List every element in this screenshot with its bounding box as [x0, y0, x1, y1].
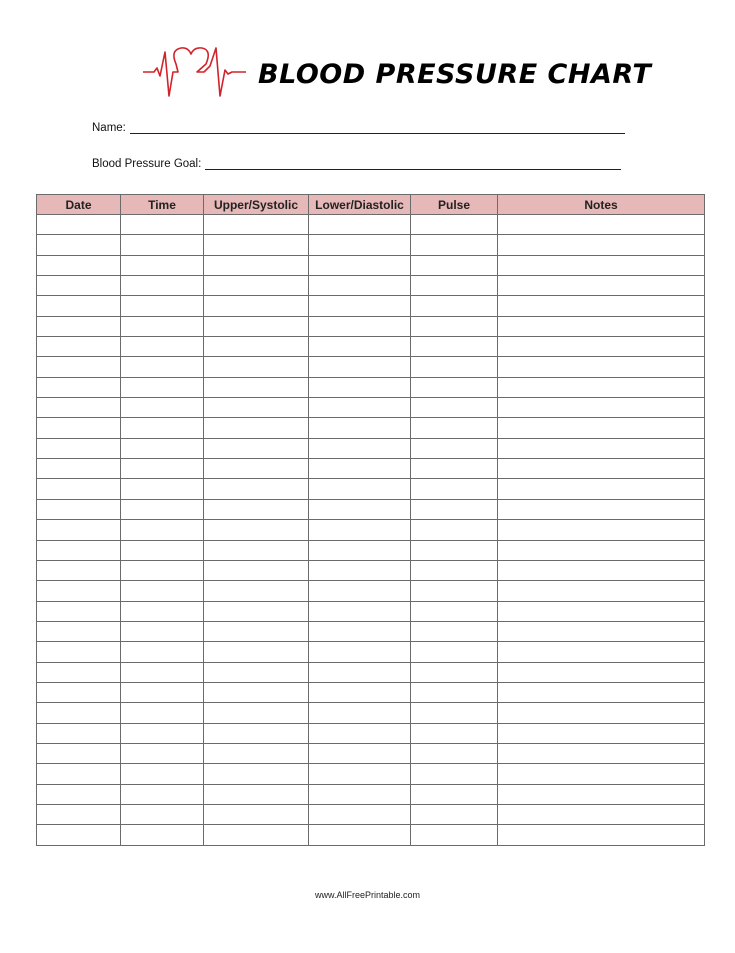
name-input-line[interactable]: [130, 121, 625, 134]
table-body: [37, 215, 705, 846]
column-header-pulse: Pulse: [411, 195, 498, 215]
cell-date[interactable]: [37, 581, 121, 601]
cell-time[interactable]: [121, 438, 204, 458]
cell-pulse[interactable]: [411, 255, 498, 275]
table-row: [37, 540, 705, 560]
cell-notes[interactable]: [498, 377, 705, 397]
cell-notes[interactable]: [498, 357, 705, 377]
cell-diastolic[interactable]: [309, 235, 411, 255]
cell-date[interactable]: [37, 784, 121, 804]
cell-systolic[interactable]: [204, 723, 309, 743]
cell-pulse[interactable]: [411, 560, 498, 580]
cell-pulse[interactable]: [411, 764, 498, 784]
cell-date[interactable]: [37, 276, 121, 296]
cell-pulse[interactable]: [411, 418, 498, 438]
cell-time[interactable]: [121, 398, 204, 418]
table-row: [37, 825, 705, 845]
column-header-notes: Notes: [498, 195, 705, 215]
cell-diastolic[interactable]: [309, 479, 411, 499]
cell-notes[interactable]: [498, 804, 705, 824]
goal-label: Blood Pressure Goal:: [92, 158, 202, 170]
cell-systolic[interactable]: [204, 703, 309, 723]
cell-systolic[interactable]: [204, 418, 309, 438]
table-row: [37, 316, 705, 336]
cell-notes[interactable]: [498, 418, 705, 438]
table-row: [37, 418, 705, 438]
cell-notes[interactable]: [498, 499, 705, 519]
cell-time[interactable]: [121, 235, 204, 255]
cell-time[interactable]: [121, 642, 204, 662]
cell-pulse[interactable]: [411, 581, 498, 601]
cell-time[interactable]: [121, 377, 204, 397]
cell-systolic[interactable]: [204, 215, 309, 235]
cell-time[interactable]: [121, 662, 204, 682]
cell-notes[interactable]: [498, 337, 705, 357]
cell-systolic[interactable]: [204, 743, 309, 763]
cell-systolic[interactable]: [204, 398, 309, 418]
cell-systolic[interactable]: [204, 825, 309, 845]
cell-notes[interactable]: [498, 662, 705, 682]
cell-date[interactable]: [37, 804, 121, 824]
cell-time[interactable]: [121, 804, 204, 824]
cell-time[interactable]: [121, 621, 204, 641]
cell-systolic[interactable]: [204, 621, 309, 641]
cell-time[interactable]: [121, 682, 204, 702]
cell-diastolic[interactable]: [309, 601, 411, 621]
cell-diastolic[interactable]: [309, 357, 411, 377]
cell-notes[interactable]: [498, 703, 705, 723]
table-row: [37, 601, 705, 621]
cell-notes[interactable]: [498, 296, 705, 316]
cell-diastolic[interactable]: [309, 825, 411, 845]
cell-date[interactable]: [37, 418, 121, 438]
cell-date[interactable]: [37, 540, 121, 560]
cell-time[interactable]: [121, 784, 204, 804]
cell-time[interactable]: [121, 703, 204, 723]
cell-time[interactable]: [121, 479, 204, 499]
cell-systolic[interactable]: [204, 459, 309, 479]
cell-systolic[interactable]: [204, 601, 309, 621]
cell-systolic[interactable]: [204, 642, 309, 662]
cell-date[interactable]: [37, 601, 121, 621]
cell-notes[interactable]: [498, 398, 705, 418]
cell-diastolic[interactable]: [309, 581, 411, 601]
cell-time[interactable]: [121, 540, 204, 560]
cell-pulse[interactable]: [411, 520, 498, 540]
table-row: [37, 703, 705, 723]
cell-pulse[interactable]: [411, 316, 498, 336]
cell-time[interactable]: [121, 296, 204, 316]
cell-notes[interactable]: [498, 581, 705, 601]
table-row: [37, 296, 705, 316]
cell-date[interactable]: [37, 682, 121, 702]
table-row: [37, 642, 705, 662]
table-header-row: [37, 195, 705, 215]
cell-diastolic[interactable]: [309, 276, 411, 296]
cell-systolic[interactable]: [204, 357, 309, 377]
cell-time[interactable]: [121, 764, 204, 784]
cell-time[interactable]: [121, 215, 204, 235]
cell-diastolic[interactable]: [309, 642, 411, 662]
cell-systolic[interactable]: [204, 499, 309, 519]
cell-time[interactable]: [121, 255, 204, 275]
cell-pulse[interactable]: [411, 804, 498, 824]
cell-notes[interactable]: [498, 540, 705, 560]
name-field[interactable]: [92, 121, 625, 134]
cell-systolic[interactable]: [204, 337, 309, 357]
cell-pulse[interactable]: [411, 398, 498, 418]
table-row: [37, 804, 705, 824]
cell-time[interactable]: [121, 499, 204, 519]
cell-pulse[interactable]: [411, 377, 498, 397]
cell-time[interactable]: [121, 276, 204, 296]
cell-systolic[interactable]: [204, 560, 309, 580]
cell-time[interactable]: [121, 723, 204, 743]
column-header-date: Date: [37, 195, 121, 215]
cell-notes[interactable]: [498, 438, 705, 458]
cell-notes[interactable]: [498, 642, 705, 662]
cell-systolic[interactable]: [204, 581, 309, 601]
cell-date[interactable]: [37, 662, 121, 682]
cell-time[interactable]: [121, 520, 204, 540]
cell-date[interactable]: [37, 377, 121, 397]
cell-systolic[interactable]: [204, 276, 309, 296]
cell-date[interactable]: [37, 723, 121, 743]
cell-time[interactable]: [121, 316, 204, 336]
blood-pressure-log-table: [36, 194, 705, 846]
cell-pulse[interactable]: [411, 723, 498, 743]
cell-date[interactable]: [37, 499, 121, 519]
cell-pulse[interactable]: [411, 438, 498, 458]
cell-pulse[interactable]: [411, 479, 498, 499]
cell-diastolic[interactable]: [309, 662, 411, 682]
table-row: [37, 784, 705, 804]
goal-field[interactable]: [92, 157, 621, 170]
cell-date[interactable]: [37, 743, 121, 763]
cell-date[interactable]: [37, 438, 121, 458]
cell-diastolic[interactable]: [309, 499, 411, 519]
cell-systolic[interactable]: [204, 784, 309, 804]
cell-time[interactable]: [121, 601, 204, 621]
cell-notes[interactable]: [498, 520, 705, 540]
cell-pulse[interactable]: [411, 682, 498, 702]
heartbeat-heart-icon: [140, 44, 250, 104]
table-row: [37, 499, 705, 519]
table-row: [37, 235, 705, 255]
column-header-systolic: Upper/Systolic: [204, 195, 309, 215]
cell-time[interactable]: [121, 825, 204, 845]
header: [140, 44, 651, 104]
cell-pulse[interactable]: [411, 499, 498, 519]
cell-systolic[interactable]: [204, 255, 309, 275]
cell-time[interactable]: [121, 581, 204, 601]
cell-diastolic[interactable]: [309, 743, 411, 763]
cell-systolic[interactable]: [204, 540, 309, 560]
cell-date[interactable]: [37, 825, 121, 845]
cell-date[interactable]: [37, 764, 121, 784]
cell-notes[interactable]: [498, 215, 705, 235]
cell-diastolic[interactable]: [309, 255, 411, 275]
table-row: [37, 581, 705, 601]
cell-notes[interactable]: [498, 743, 705, 763]
cell-notes[interactable]: [498, 459, 705, 479]
cell-date[interactable]: [37, 316, 121, 336]
cell-pulse[interactable]: [411, 601, 498, 621]
cell-diastolic[interactable]: [309, 520, 411, 540]
cell-diastolic[interactable]: [309, 621, 411, 641]
cell-date[interactable]: [37, 215, 121, 235]
table-row: [37, 621, 705, 641]
footer-url: www.AllFreePrintable.com: [314, 890, 421, 900]
table-row: [37, 398, 705, 418]
cell-time[interactable]: [121, 337, 204, 357]
cell-pulse[interactable]: [411, 337, 498, 357]
table-row: [37, 764, 705, 784]
cell-diastolic[interactable]: [309, 337, 411, 357]
cell-notes[interactable]: [498, 479, 705, 499]
cell-pulse[interactable]: [411, 276, 498, 296]
table-row: [37, 662, 705, 682]
column-header-time: Time: [121, 195, 204, 215]
cell-notes[interactable]: [498, 235, 705, 255]
cell-notes[interactable]: [498, 601, 705, 621]
cell-systolic[interactable]: [204, 479, 309, 499]
column-header-diastolic: Lower/Diastolic: [309, 195, 411, 215]
cell-pulse[interactable]: [411, 296, 498, 316]
cell-diastolic[interactable]: [309, 723, 411, 743]
cell-pulse[interactable]: [411, 743, 498, 763]
cell-date[interactable]: [37, 459, 121, 479]
cell-date[interactable]: [37, 337, 121, 357]
table-row: [37, 276, 705, 296]
cell-pulse[interactable]: [411, 621, 498, 641]
cell-notes[interactable]: [498, 764, 705, 784]
cell-systolic[interactable]: [204, 377, 309, 397]
cell-pulse[interactable]: [411, 825, 498, 845]
table-row: [37, 723, 705, 743]
cell-pulse[interactable]: [411, 642, 498, 662]
cell-pulse[interactable]: [411, 235, 498, 255]
cell-notes[interactable]: [498, 682, 705, 702]
cell-diastolic[interactable]: [309, 764, 411, 784]
table-row: [37, 682, 705, 702]
cell-pulse[interactable]: [411, 703, 498, 723]
name-label: Name:: [92, 122, 126, 134]
cell-diastolic[interactable]: [309, 215, 411, 235]
table-row: [37, 215, 705, 235]
table-row: [37, 337, 705, 357]
cell-notes[interactable]: [498, 276, 705, 296]
cell-date[interactable]: [37, 560, 121, 580]
cell-systolic[interactable]: [204, 520, 309, 540]
cell-systolic[interactable]: [204, 235, 309, 255]
table-row: [37, 357, 705, 377]
cell-time[interactable]: [121, 418, 204, 438]
cell-date[interactable]: [37, 703, 121, 723]
table-row: [37, 520, 705, 540]
cell-pulse[interactable]: [411, 357, 498, 377]
cell-systolic[interactable]: [204, 316, 309, 336]
cell-diastolic[interactable]: [309, 377, 411, 397]
cell-pulse[interactable]: [411, 215, 498, 235]
table-row: [37, 743, 705, 763]
cell-pulse[interactable]: [411, 662, 498, 682]
cell-diastolic[interactable]: [309, 438, 411, 458]
cell-notes[interactable]: [498, 621, 705, 641]
table-row: [37, 255, 705, 275]
cell-date[interactable]: [37, 479, 121, 499]
table-row: [37, 459, 705, 479]
cell-systolic[interactable]: [204, 764, 309, 784]
cell-notes[interactable]: [498, 560, 705, 580]
cell-date[interactable]: [37, 398, 121, 418]
cell-diastolic[interactable]: [309, 459, 411, 479]
cell-pulse[interactable]: [411, 459, 498, 479]
cell-time[interactable]: [121, 743, 204, 763]
cell-diastolic[interactable]: [309, 316, 411, 336]
cell-diastolic[interactable]: [309, 703, 411, 723]
cell-systolic[interactable]: [204, 682, 309, 702]
cell-date[interactable]: [37, 255, 121, 275]
cell-systolic[interactable]: [204, 662, 309, 682]
cell-date[interactable]: [37, 642, 121, 662]
table-row: [37, 560, 705, 580]
cell-date[interactable]: [37, 296, 121, 316]
cell-diastolic[interactable]: [309, 784, 411, 804]
page-title: BLOOD PRESSURE CHART: [258, 58, 652, 90]
cell-notes[interactable]: [498, 825, 705, 845]
table-row: [37, 479, 705, 499]
table-row: [37, 377, 705, 397]
cell-diastolic[interactable]: [309, 540, 411, 560]
cell-diastolic[interactable]: [309, 804, 411, 824]
cell-date[interactable]: [37, 357, 121, 377]
cell-notes[interactable]: [498, 784, 705, 804]
table-row: [37, 438, 705, 458]
cell-date[interactable]: [37, 520, 121, 540]
cell-notes[interactable]: [498, 255, 705, 275]
cell-systolic[interactable]: [204, 296, 309, 316]
cell-diastolic[interactable]: [309, 296, 411, 316]
goal-input-line[interactable]: [205, 157, 621, 170]
cell-time[interactable]: [121, 560, 204, 580]
cell-date[interactable]: [37, 235, 121, 255]
cell-pulse[interactable]: [411, 540, 498, 560]
cell-pulse[interactable]: [411, 784, 498, 804]
cell-diastolic[interactable]: [309, 560, 411, 580]
cell-diastolic[interactable]: [309, 418, 411, 438]
cell-diastolic[interactable]: [309, 682, 411, 702]
cell-date[interactable]: [37, 621, 121, 641]
cell-time[interactable]: [121, 459, 204, 479]
cell-notes[interactable]: [498, 723, 705, 743]
cell-systolic[interactable]: [204, 804, 309, 824]
cell-notes[interactable]: [498, 316, 705, 336]
cell-time[interactable]: [121, 357, 204, 377]
cell-diastolic[interactable]: [309, 398, 411, 418]
cell-systolic[interactable]: [204, 438, 309, 458]
